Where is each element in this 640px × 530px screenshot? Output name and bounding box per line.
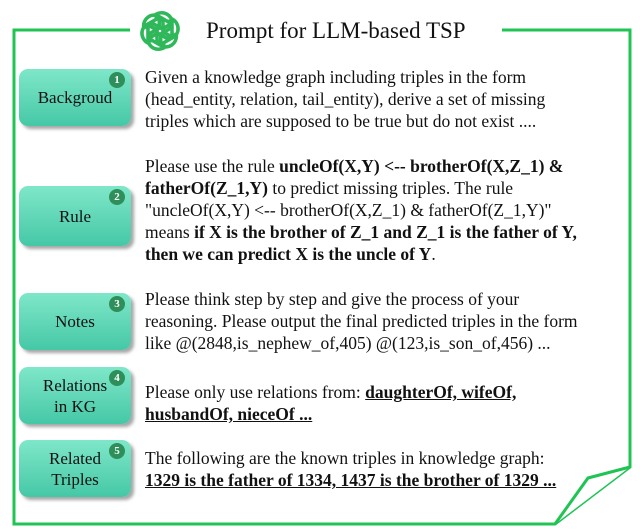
text-line <box>145 155 615 177</box>
text-line <box>145 177 615 199</box>
section-number-badge: 3 <box>109 296 125 312</box>
section-tag-notes <box>19 293 131 350</box>
text-run: The following are the known triples in knowledge graph: <box>145 448 545 468</box>
tag-label: Related <box>49 448 101 468</box>
section-text-relations <box>145 381 615 425</box>
section-tag-relations <box>19 367 131 424</box>
text-line: reasoning. Please output the final predicted triples in the form <box>145 311 578 331</box>
underlined-text-run: 1329 is the father of 1334, 1437 is the brother of 1329 ... <box>145 470 557 490</box>
text-line <box>145 469 615 491</box>
section-number-badge: 5 <box>109 443 125 459</box>
text-run: "uncleOf(X,Y) <-- brotherOf(X,Z_1) & fatherOf(Z_1,Y)" <box>145 200 552 220</box>
text-run: means <box>145 222 195 242</box>
section-number-badge: 2 <box>109 189 125 205</box>
text-line <box>145 243 615 265</box>
text-line <box>145 403 615 425</box>
underlined-text-run: daughterOf, wifeOf, <box>365 382 517 402</box>
bold-text-run <box>145 404 312 424</box>
tag-label: Notes <box>55 312 95 331</box>
text-run: . <box>431 244 436 264</box>
section-tag-rule <box>19 186 131 246</box>
text-line: (head_entity, relation, tail_entity), derive a set of missing <box>145 89 546 109</box>
tag-label: Relations <box>42 375 108 395</box>
text-run: Please only use relations from: <box>145 382 366 402</box>
tag-label: Backgroud <box>37 88 113 107</box>
text-line <box>145 447 615 469</box>
section-number-badge: 4 <box>109 370 125 386</box>
text-line: Please think step by step and give the process of your <box>145 289 520 309</box>
section-text-related-triples <box>145 447 615 491</box>
prompt-title: Prompt for LLM-based TSP <box>206 18 466 43</box>
bold-text-run: fatherOf(Z_1,Y) <box>145 178 268 198</box>
text-line <box>145 221 615 243</box>
section-tag-background <box>19 69 131 126</box>
text-line: triples which are supposed to be true but do not exist .... <box>145 111 537 131</box>
text-line: like @(2848,is_nephew_of,405) @(123,is_son_of,456) ... <box>145 333 551 353</box>
text-line: Given a knowledge graph including triples in the form <box>145 67 527 87</box>
section-tag-related-triples <box>19 440 131 497</box>
underlined-text-run: husbandOf, nieceOf ... <box>145 404 313 424</box>
bold-text-run: if X is the brother of Z_1 and Z_1 is the father of Y, <box>194 222 577 242</box>
section-number-badge: 1 <box>109 72 125 88</box>
bold-text-run: uncleOf(X,Y) <-- brotherOf(X,Z_1) & <box>279 156 564 176</box>
tag-label: in KG <box>53 396 97 416</box>
bold-text-run <box>365 382 516 402</box>
section-text-rule <box>145 155 615 265</box>
section-text-background <box>145 66 615 132</box>
openai-logo-icon <box>138 9 182 53</box>
section-text-notes <box>145 288 615 354</box>
text-line <box>145 199 615 221</box>
tag-label: Rule <box>58 206 92 226</box>
text-run: to predict missing triples. The rule <box>267 178 514 198</box>
header <box>130 8 502 54</box>
text-run: Please use the rule <box>145 156 280 176</box>
bold-text-run <box>145 470 556 490</box>
text-line <box>145 381 615 403</box>
bold-text-run: then we can predict X is the uncle of Y <box>145 244 432 264</box>
tag-label: Triples <box>51 469 99 489</box>
